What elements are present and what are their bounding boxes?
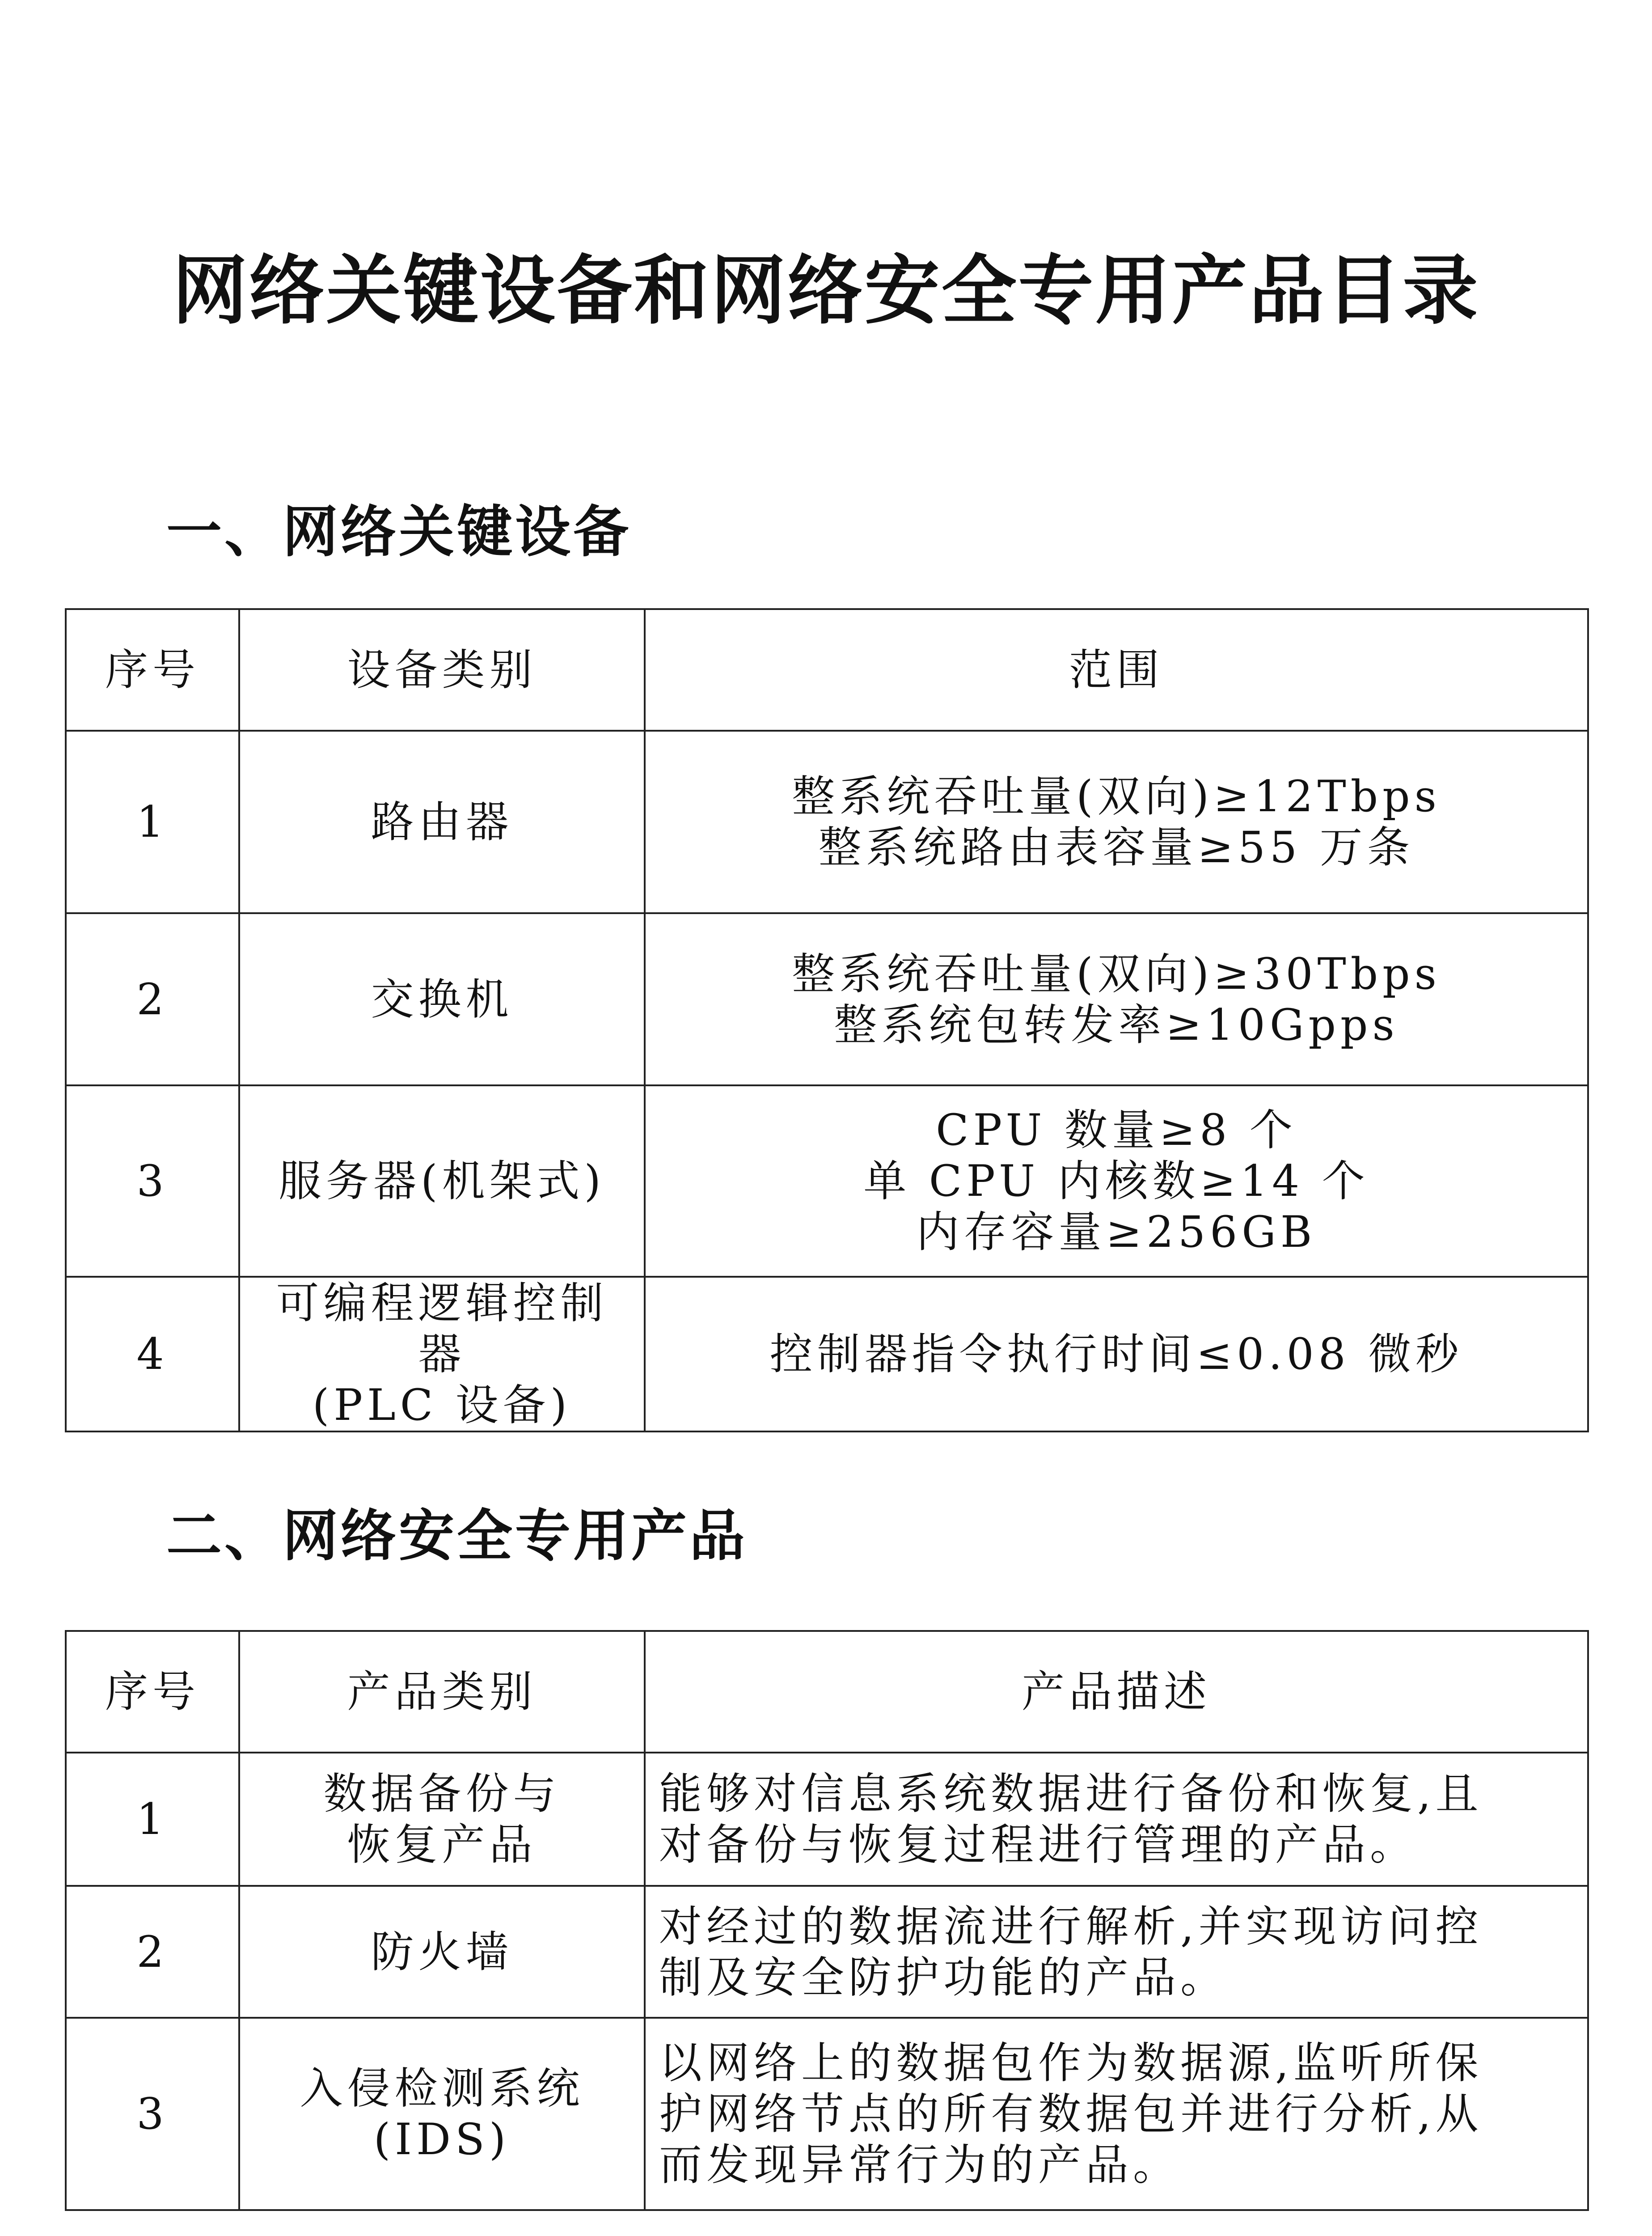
category-line: 恢复产品 [347,1820,537,1870]
category-line: 入侵检测系统 [300,2063,584,2113]
header-range: 范围 [645,609,1588,731]
category-line: 防火墙 [371,1927,513,1977]
header-product-description: 产品描述 [645,1631,1588,1753]
description-line: 以网络上的数据包作为数据源,监听所保 [659,2038,1483,2088]
range-line: 整系统吞吐量(双向)≥30Tbps [792,949,1441,999]
row-serial-number: 2 [66,1886,239,2018]
header-equipment-category: 设备类别 [239,609,645,731]
header-serial-number: 序号 [66,609,239,731]
row-serial-number: 3 [66,1085,239,1277]
description-line: 能够对信息系统数据进行备份和恢复,且 [659,1769,1483,1819]
table-header-row [66,609,1588,731]
row-description [645,2018,1588,2210]
category-line: 可编程逻辑控制器 [276,1278,608,1379]
row-category [239,1277,645,1431]
header-product-category: 产品类别 [239,1631,645,1753]
row-serial-number: 1 [66,731,239,913]
row-category [239,731,645,913]
category-line: 服务器(机架式) [279,1156,605,1206]
category-line: 交换机 [371,974,513,1025]
row-serial-number: 2 [66,913,239,1085]
range-line: 内存容量≥256GB [916,1207,1317,1257]
table-row [66,731,1588,913]
range-line: 整系统吞吐量(双向)≥12Tbps [792,771,1441,822]
table-row [66,913,1588,1085]
row-category [239,913,645,1085]
range-line: CPU 数量≥8 个 [936,1105,1297,1155]
row-range [645,1277,1588,1431]
header-serial-number: 序号 [66,1631,239,1753]
row-serial-number: 1 [66,1753,239,1886]
table-row [66,1886,1588,2018]
category-line: 数据备份与 [323,1769,561,1819]
table-row [66,2018,1588,2210]
range-line: 控制器指令执行时间≤0.08 微秒 [769,1329,1463,1379]
table-row [66,1277,1588,1431]
section-heading-network-key-equipment: 一、网络关键设备 [166,500,632,564]
row-serial-number: 3 [66,2018,239,2210]
category-line: (PLC 设备) [312,1380,572,1430]
table-row [66,1085,1588,1277]
row-range [645,913,1588,1085]
description-line: 对经过的数据流进行解析,并实现访问控 [659,1901,1483,1952]
range-line: 单 CPU 内核数≥14 个 [863,1156,1369,1206]
category-line: (IDS) [373,2114,511,2164]
row-category [239,2018,645,2210]
range-line: 整系统包转发率≥10Gpps [834,999,1399,1050]
section-heading-security-products: 二、网络安全专用产品 [166,1504,748,1568]
row-range [645,1085,1588,1277]
row-category [239,1886,645,2018]
row-serial-number: 4 [66,1277,239,1431]
security-products-table [65,1630,1589,2211]
table-header-row [66,1631,1588,1753]
description-line: 护网络节点的所有数据包并进行分析,从 [659,2089,1483,2139]
row-category [239,1085,645,1277]
row-description [645,1886,1588,2018]
network-key-equipment-table [65,608,1589,1432]
category-line: 路由器 [371,797,513,847]
row-range [645,731,1588,913]
row-description [645,1753,1588,1886]
description-line: 制及安全防护功能的产品。 [659,1952,1228,2003]
row-category [239,1753,645,1886]
description-line: 对备份与恢复过程进行管理的产品。 [659,1820,1417,1870]
document-title: 网络关键设备和网络安全专用产品目录 [172,247,1480,335]
range-line: 整系统路由表容量≥55 万条 [818,822,1415,872]
table-row [66,1753,1588,1886]
description-line: 而发现异常行为的产品。 [659,2140,1180,2190]
